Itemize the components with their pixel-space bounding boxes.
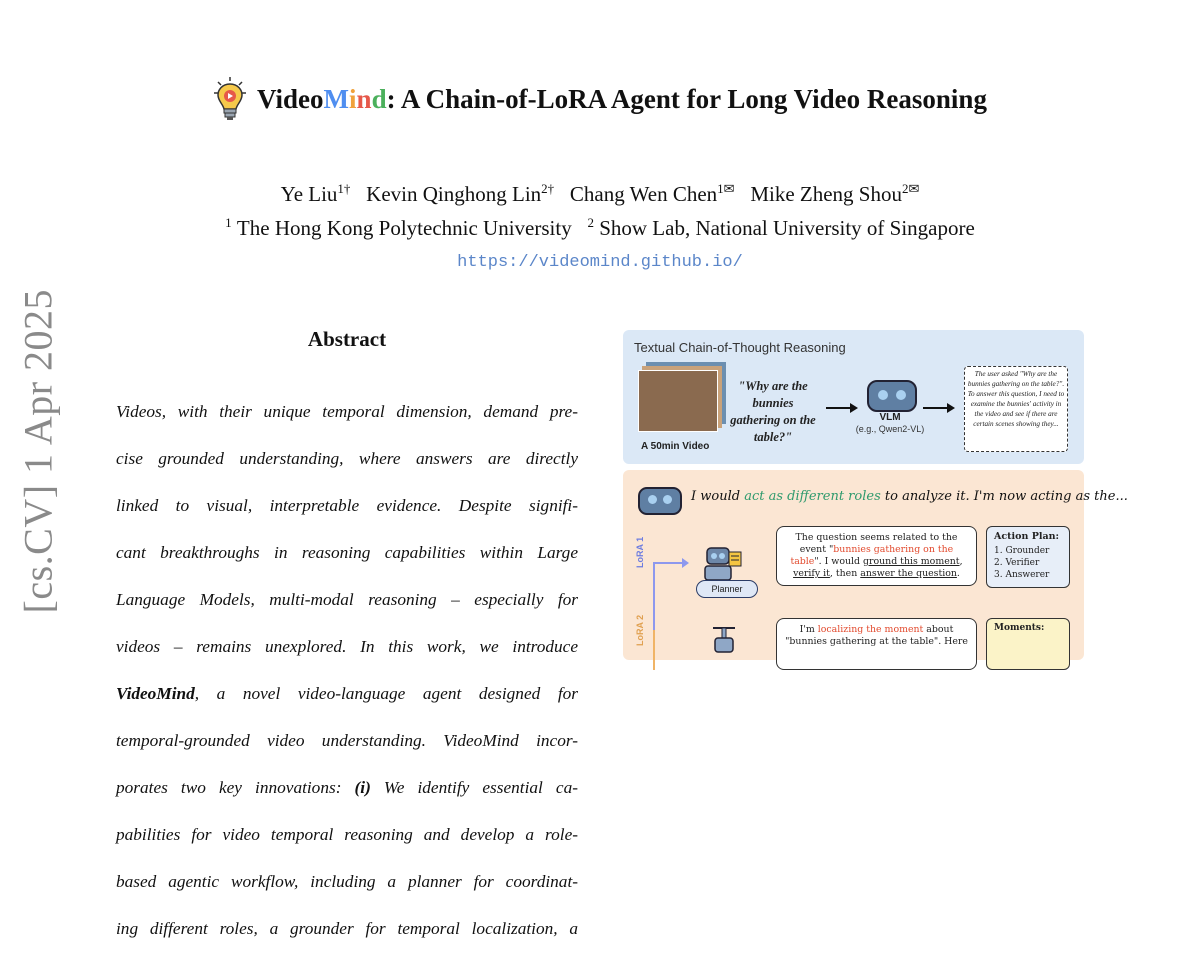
- abstract-line: Videos, with their unique temporal dimension, demand pre-: [116, 401, 578, 421]
- agent-robot-icon: [638, 487, 682, 515]
- abstract-videomind-bold: VideoMind: [116, 683, 195, 703]
- abstract-line: videos – remains unexplored. In this work, we introduce: [116, 636, 578, 656]
- abstract-item-marker: (i): [354, 777, 371, 797]
- vlm-robot-icon: [867, 380, 917, 412]
- panel-title: Textual Chain-of-Thought Reasoning: [634, 340, 846, 355]
- lora1-arrow-icon: [653, 562, 685, 564]
- plan-item: 1. Grounder: [994, 546, 1050, 556]
- planner-label: Planner: [696, 580, 758, 598]
- speech-underline: answer the question: [860, 568, 957, 579]
- title-video: Video: [257, 83, 324, 114]
- action-plan-box: [986, 526, 1070, 588]
- vlm-sublabel: (e.g., Qwen2-VL): [855, 424, 925, 434]
- abstract-body: [116, 376, 578, 964]
- cot-output-box: The user asked "Why are the bunnies gathering on the table?". To answer this question, I need to examine the bunnies' activity in the video and see if there are certain scenes showing they...: [964, 366, 1068, 452]
- speech-text: about "bunnies gathering at the table". Here: [785, 624, 968, 647]
- abstract-line: cise grounded understanding, where answers are directly: [116, 448, 578, 468]
- speech-highlight: localizing the moment: [817, 624, 924, 635]
- speech-highlight: bunnies gathering on the table: [790, 544, 954, 567]
- moments-box: [986, 618, 1070, 670]
- author-name: Kevin Qinghong Lin: [366, 182, 542, 206]
- grounder-speech-bubble: [776, 618, 977, 670]
- vlm-label: VLM: [879, 412, 901, 423]
- video-thumbnail: [638, 370, 718, 432]
- abstract-heading: Abstract: [307, 327, 387, 351]
- speech-text: I'm: [799, 624, 818, 635]
- title-m: M: [323, 83, 350, 114]
- speech-text: The question seems related to the event ": [795, 532, 958, 555]
- speech-text: , then: [829, 568, 861, 579]
- lora1-connector: [653, 562, 655, 632]
- title-rest: : A Chain-of-LoRA Agent for Long Video Reasoning: [386, 83, 987, 114]
- affil-sup: 1: [225, 215, 232, 230]
- abstract-line: Language Models, multi-modal reasoning – especially for: [116, 589, 578, 609]
- arrow-icon: [826, 407, 856, 409]
- agent-line-pre: I would: [691, 489, 745, 504]
- agent-line-post: to analyze it. I'm now acting as the...: [880, 489, 1128, 504]
- plan-item: 3. Answerer: [994, 570, 1050, 580]
- plan-item: 2. Verifier: [994, 558, 1040, 568]
- title-n: n: [356, 83, 372, 114]
- abstract-line: pabilities for video temporal reasoning and develop a role-: [116, 824, 578, 844]
- lora2-label: LoRA 2: [635, 614, 645, 646]
- speech-text: .: [956, 568, 960, 579]
- speech-underline: verify it: [793, 568, 830, 579]
- video-caption: A 50min Video: [641, 441, 710, 452]
- project-url-link[interactable]: https://videomind.github.io/: [457, 253, 743, 272]
- arxiv-stamp: [cs.CV] 1 Apr 2025: [15, 288, 61, 614]
- abstract-line: temporal-grounded video understanding. VideoMind incor-: [116, 730, 578, 750]
- teaser-figure: [623, 330, 1128, 648]
- grounder-robot-icon: [709, 622, 739, 662]
- author-sup: 1†: [337, 181, 351, 196]
- abstract-line: ing different roles, a grounder for temporal localization, a: [116, 918, 578, 938]
- author-name: Mike Zheng Shou: [750, 182, 902, 206]
- affiliations: [0, 215, 1200, 241]
- agent-line-highlight: act as different roles: [744, 489, 881, 504]
- moments-heading: Moments:: [994, 623, 1045, 633]
- title-row: [0, 76, 1200, 122]
- textual-cot-panel: [623, 330, 1084, 464]
- paper-title: [257, 84, 987, 115]
- title-d: d: [371, 83, 387, 114]
- speech-underline: ground this moment: [863, 556, 960, 567]
- abstract-line: based agentic workflow, including a planner for coordinat-: [116, 871, 578, 891]
- affil-name: The Hong Kong Polytechnic University: [236, 216, 572, 240]
- abstract-line: porates two key innovations: (i) We identify essential ca-: [116, 777, 578, 797]
- lightbulb-logo-icon: [213, 76, 247, 122]
- author-sup: 2✉: [901, 181, 920, 196]
- lora2-connector: [653, 630, 655, 670]
- author-sup: 2†: [541, 181, 555, 196]
- author-list: [0, 181, 1200, 207]
- planner-speech-bubble: [776, 526, 977, 586]
- title-i: i: [349, 83, 357, 114]
- chain-of-lora-panel: [623, 470, 1128, 660]
- abstract-line: VideoMind, a novel video-language agent designed for: [116, 683, 578, 703]
- affil-name: Show Lab, National University of Singapore: [599, 216, 975, 240]
- arrow-icon: [923, 407, 953, 409]
- speech-text: ,: [959, 556, 963, 567]
- agent-statement: [691, 489, 1128, 504]
- abstract-line: cant breakthroughs in reasoning capabilities within Large: [116, 542, 578, 562]
- plan-heading: Action Plan:: [994, 531, 1060, 542]
- affil-sup: 2: [587, 215, 594, 230]
- author-name: Ye Liu: [280, 182, 338, 206]
- author-name: Chang Wen Chen: [569, 182, 718, 206]
- abstract-line: linked to visual, interpretable evidence. Despite signifi-: [116, 495, 578, 515]
- question-text: "Why are the bunnies gathering on the table?": [730, 379, 816, 444]
- author-sup: 1✉: [717, 181, 735, 196]
- speech-text: ". I would: [814, 556, 863, 567]
- lora1-label: LoRA 1: [635, 536, 645, 568]
